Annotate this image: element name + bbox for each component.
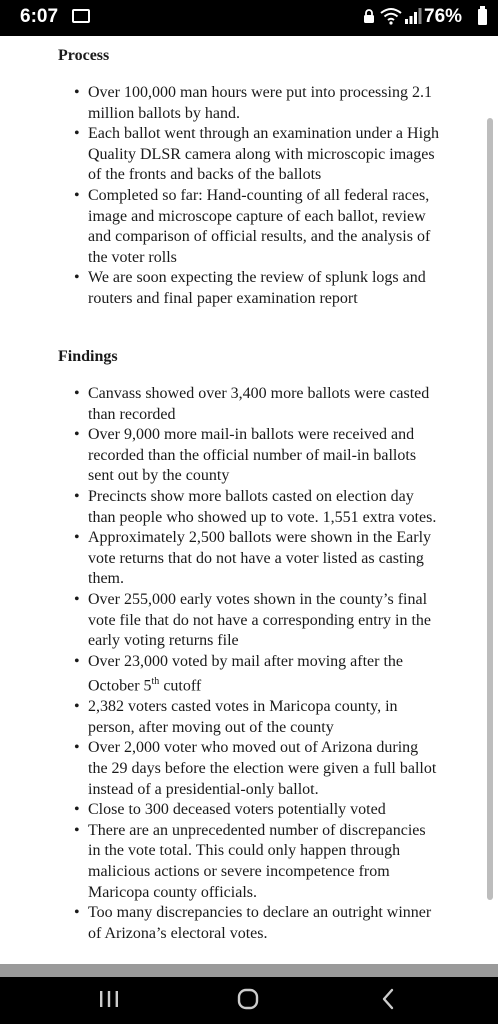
list-item-text: Over 23,000 voted by mail after moving after the October 5 bbox=[88, 652, 404, 695]
list-item: • Over 100,000 man hours were put into processing 2.1 million ballots by hand. bbox=[70, 83, 440, 124]
recents-icon[interactable] bbox=[98, 989, 120, 1009]
ordinal-suffix: th bbox=[151, 676, 160, 688]
list-item bbox=[70, 652, 440, 698]
signal-icon bbox=[404, 8, 422, 24]
wifi-icon bbox=[380, 7, 402, 25]
list-item: • There are an unprecedented number of discrepancies in the vote total. This could only happen through malicious actions or severe incompetence from Maricopa county officials. bbox=[70, 821, 440, 903]
navigation-bar bbox=[0, 977, 498, 1024]
list-item: • Over 255,000 early votes shown in the county’s final vote file that do not have a corresponding entry in the early voting returns file bbox=[70, 590, 440, 652]
status-bar bbox=[0, 0, 498, 36]
list-item-text: cutoff bbox=[159, 677, 202, 695]
list-item: • Precincts show more ballots casted on election day than people who showed up to vote. 1,551 extra votes. bbox=[70, 487, 440, 528]
list-item: • Too many discrepancies to declare an outright winner of Arizona’s electoral votes. bbox=[70, 903, 440, 944]
list-item: • Each ballot went through an examination under a High Quality DLSR camera along with microscopic images of the fronts and backs of the ballots bbox=[70, 124, 440, 186]
list-item: • Over 2,000 voter who moved out of Arizona during the 29 days before the election were given a full ballot instead of a presidential-only ballot. bbox=[70, 738, 440, 800]
list-item: • Close to 300 deceased voters potentially voted bbox=[70, 800, 440, 821]
lock-icon bbox=[363, 9, 375, 23]
scrollbar[interactable] bbox=[487, 118, 493, 900]
list-item: • 2,382 voters casted votes in Maricopa county, in person, after moving out of the county bbox=[70, 697, 440, 738]
battery-percentage: 76% bbox=[424, 6, 463, 27]
document-page bbox=[0, 36, 498, 964]
content-bottom-edge bbox=[0, 964, 498, 977]
findings-list bbox=[70, 384, 440, 944]
back-icon[interactable] bbox=[380, 987, 396, 1011]
process-heading: Process bbox=[58, 47, 110, 64]
home-icon[interactable] bbox=[237, 988, 259, 1010]
list-item: • Over 9,000 more mail-in ballots were received and recorded than the official number of mail-in ballots sent out by the county bbox=[70, 425, 440, 487]
list-item: • Completed so far: Hand-counting of all federal races, image and microscope capture of each ballot, review and comparison of official results, and the analysis of the voter rolls bbox=[70, 186, 440, 268]
battery-icon bbox=[478, 9, 487, 25]
list-item: • We are soon expecting the review of splunk logs and routers and final paper examination report bbox=[70, 268, 440, 309]
list-item: • Approximately 2,500 ballots were shown in the Early vote returns that do not have a voter listed as casting them. bbox=[70, 528, 440, 590]
status-time: 6:07 bbox=[20, 6, 59, 27]
list-item: • Canvass showed over 3,400 more ballots were casted than recorded bbox=[70, 384, 440, 425]
process-list bbox=[70, 83, 440, 310]
findings-heading: Findings bbox=[58, 348, 118, 365]
cast-icon bbox=[72, 9, 90, 23]
